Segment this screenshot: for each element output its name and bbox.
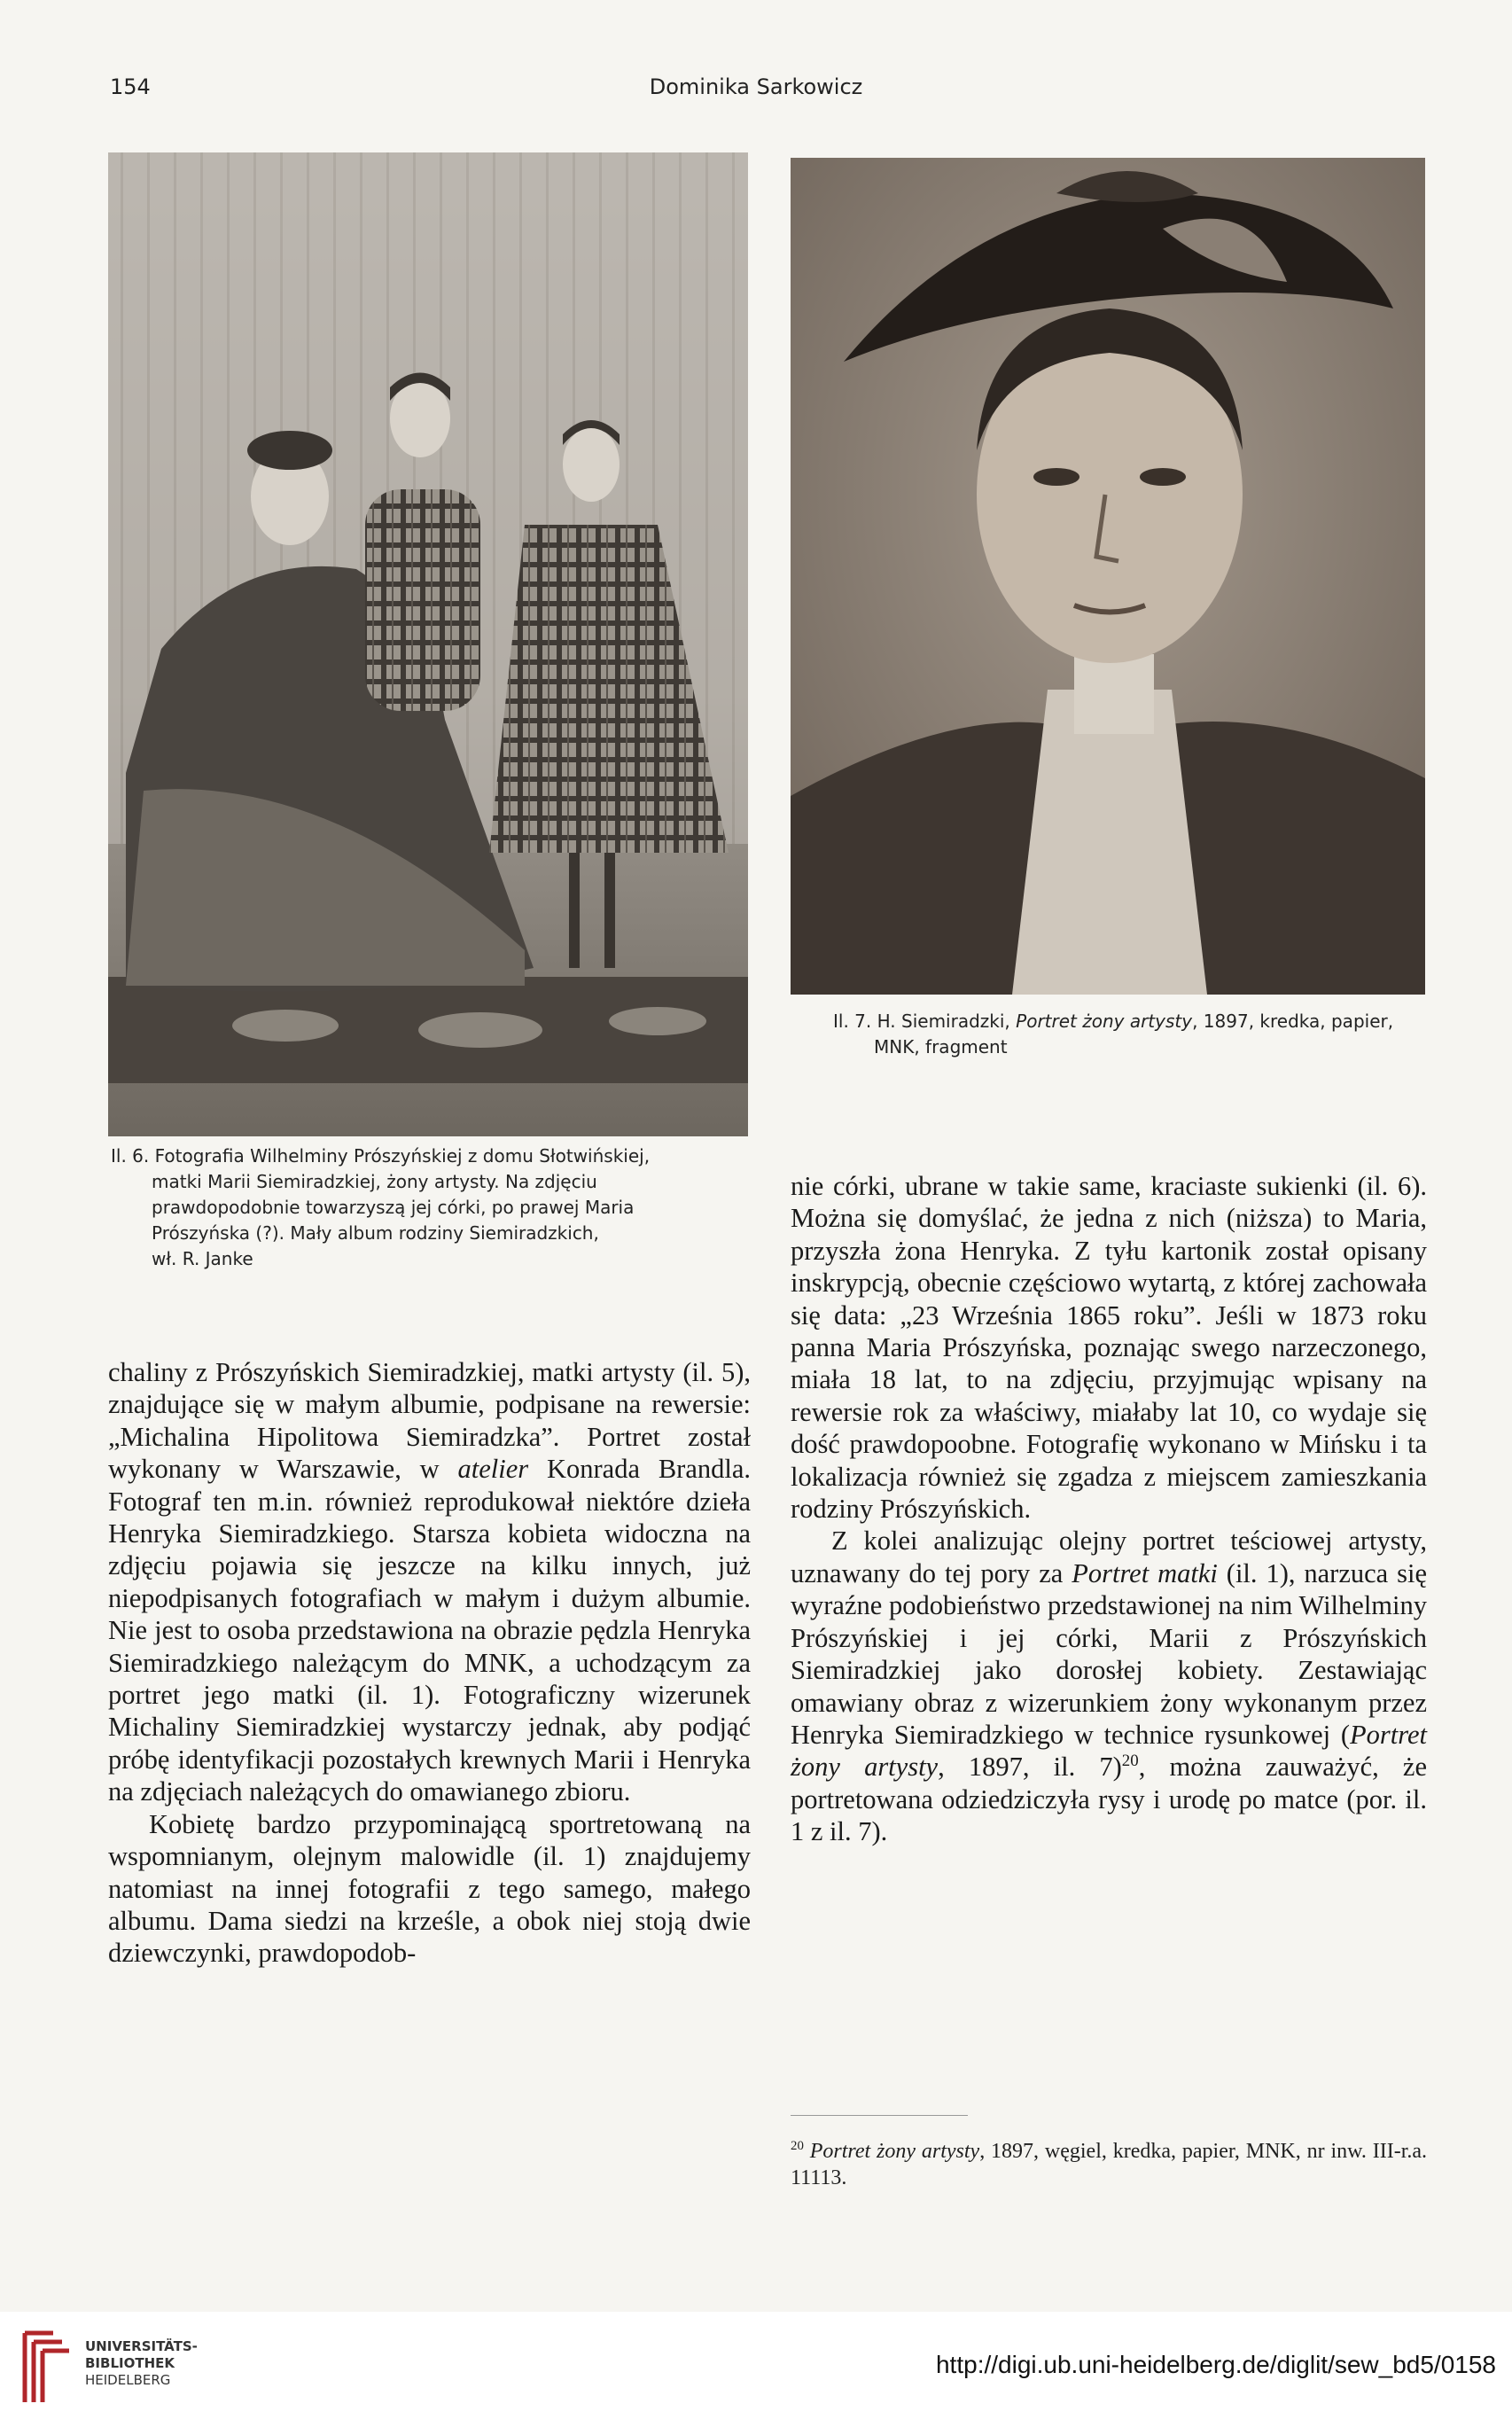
left-p1-atelier: atelier [457,1454,529,1485]
right-p2-text-d: , można zauważyć, że portretowana odziedziczyła rysy i urodę po matce (por. il. 1 z il. 7). [791,1752,1427,1847]
left-paragraph-1 [108,1356,751,1808]
left-text-column [108,1356,751,1970]
caption-7-title: Portret żony artysty [1016,1011,1193,1032]
library-line-2: BIBLIOTHEK [85,2355,175,2371]
right-p2-title-1: Portret matki [1072,1557,1218,1588]
left-p1-text-a: chaliny z Prószyńskich Siemiradzkiej, matki artysty (il. 5), znajdujące się w małym albumie, podpisane na rewersie: „Michalina Hipolitowa Siemiradzka”. Portret został wykonany w Warszawie, w [108,1357,751,1485]
digitization-footer [0,2312,1512,2427]
caption-6-line-1: Il. 6. Fotografia Wilhelminy Prószyńskiej z domu Słotwińskiej, [111,1145,651,1167]
figure-7-caption [833,1009,1477,1060]
page-number: 154 [110,74,151,99]
right-paragraph-2 [791,1525,1427,1847]
right-p2-text-a: Z kolei analizując olejny portret teściowej artysty, uznawany do tej pory za [791,1526,1427,1588]
figure-6-caption [111,1143,772,1272]
caption-6-line-4: Prószyńska (?). Mały album rodziny Siemiradzkich, [152,1222,599,1244]
footnote-rule [791,2115,968,2116]
footnote-title: Portret żony artysty [809,2140,980,2163]
caption-7-line-2: MNK, fragment [874,1036,1008,1057]
right-paragraph-1: nie córki, ubrane w takie same, kraciaste sukienki (il. 6). Można się domyślać, że jedna z nich (niższa) to Maria, przyszła żona Henryka. Z tyłu kartonik został opisany inskrypcją, obecnie częściowo wytartą, z której zachowała się data: „23 Września 1865 roku”. Jeśli w 1873 roku panna Maria Prószyńska, poznając swego narzeczonego, miała 18 lat, to na zdjęciu, przyjmując wpisany na rewersie rok za właściwy, miałaby lat 10, co wydaje się dość prawdopoobne. Fotografię wykonano w Mińsku i ta lokalizacja również się zgadza z miejscem zamieszkania rodziny Prószyńskich. [791,1171,1427,1525]
library-line-1: UNIVERSITÄTS- [85,2338,198,2354]
right-p2-title-2: Portret żony artysty [791,1719,1427,1783]
footnote-20 [791,2138,1427,2191]
library-name[interactable] [85,2338,198,2389]
right-p2-text-c: , 1897, il. 7) [938,1752,1122,1783]
right-p2-text-b: (il. 1), narzuca się wyraźne podobieństwo przedstawionej na nim Wilhelminy Prószyńskiej i jej córki, Marii z Prószyńskich Siemiradzkiej jako dorosłej kobiety. Zestawiając omawiany obraz z wizerunkiem żony wykonanym przez Henryka Siemiradzkiego w technice rysunkowej ( [791,1557,1428,1750]
footnote-text: , 1897, węgiel, kredka, papier, MNK, nr inw. III-r.a. 11113. [791,2140,1428,2189]
caption-6-line-5: wł. R. Janke [152,1248,253,1269]
caption-7-suffix: , 1897, kredka, papier, [1192,1011,1394,1032]
caption-6-line-2: matki Marii Siemiradzkiej, żony artysty. Na zdjęciu [152,1171,597,1192]
caption-7-prefix: Il. 7. H. Siemiradzki, [833,1011,1017,1032]
figure-7-portrait [791,158,1425,995]
caption-6-line-3: prawdopodobnie towarzyszą jej córki, po prawej Maria [152,1197,635,1218]
left-paragraph-2: Kobietę bardzo przypominającą sportretowaną na wspomnianym, olejnym malowidle (il. 1) znajdujemy natomiast na innej fotografii z tego samego, małego albumu. Dama siedzi na krześle, a obok niej stoją dwie dziewczynki, prawdopodob- [108,1808,751,1969]
footnote-number: 20 [791,2139,804,2153]
left-p1-text-b: Konrada Brandla. Fotograf ten m.in. również reprodukował niektóre dzieła Henryka Siemiradzkiego. Starsza kobieta widoczna na zdjęciu pojawia się jeszcze na kilku innych, już niepodpisanych fotografiach w małym i dużym albumie. Nie jest to osoba przedstawiona na obrazie pędzla Henryka Siemiradzkiego należącym do MNK, a uchodzącym za portret jego matki (il. 1). Fotograficzny wizerunek Michaliny Siemiradzkiej wystarczy jednak, aby podjąć próbę identyfikacji pozostałych krewnych Marii i Henryka na zdjęciach należących do omawianego zbioru. [108,1454,751,1807]
figure-6-photograph [108,152,748,1136]
right-text-column [791,1170,1427,1848]
source-url-link[interactable]: http://digi.ub.uni-heidelberg.de/diglit/sew_bd5/0158 [935,2351,1496,2378]
figure-7-image [791,158,1425,995]
ub-heidelberg-logo-icon[interactable] [18,2328,74,2407]
running-head-author: Dominika Sarkowicz [649,74,863,99]
library-line-3: HEIDELBERG [85,2372,171,2388]
footnote-ref-20[interactable]: 20 [1121,1752,1139,1771]
figure-6-image [108,152,748,1136]
